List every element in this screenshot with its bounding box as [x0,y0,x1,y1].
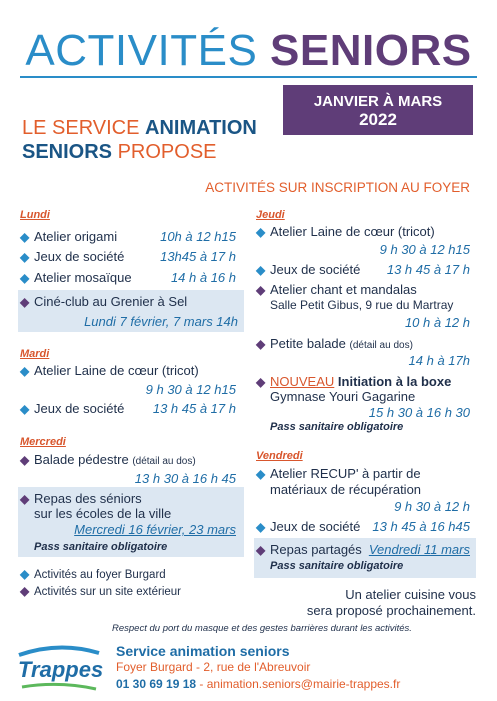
separator: - [196,677,207,691]
list-item [256,519,360,534]
intro-bold2: SENIORS [22,141,113,163]
list-item [256,374,451,389]
pass-note: Pass sanitaire obligatoire [34,541,168,553]
bullet-icon: ◆ [20,584,30,598]
list-item [20,294,187,309]
cuisine-line1: Un atelier cuisine vous [345,587,476,602]
activity-label: Jeux de société [34,401,125,416]
day-vendredi: Vendredi [256,450,303,462]
list-item [256,336,413,351]
activity-time: 10h à 12 h15 [160,229,236,244]
list-item [256,282,417,297]
intro-bold1: ANIMATION [145,117,257,139]
activity-date: Lundi 7 février, 7 mars 14h [84,314,238,329]
legend-foyer [20,567,166,581]
legend-label: Activités au foyer Burgard [34,569,166,581]
list-item [256,466,421,481]
activity-label: Atelier chant et mandalas [270,282,417,297]
activity-time: 13 h 30 à 16 h 45 [134,471,236,486]
email-link[interactable]: animation.seniors@mairie-trappes.fr [206,677,401,691]
activity-label: Atelier origami [34,229,118,244]
activity-label: Jeux de société [270,262,361,277]
bullet-icon: ◆ [256,520,266,534]
activity-date: Vendredi 11 mars [368,542,470,557]
activity-detail: (détail au dos) [132,456,196,467]
activity-label: Atelier Laine de cœur (tricot) [270,224,435,239]
period-badge [283,85,473,135]
activity-time: 15 h 30 à 16 h 30 [368,405,470,420]
list-item [256,262,360,277]
list-item [20,363,199,378]
service-address: Foyer Burgard - 2, rue de l'Abreuvoir [116,660,311,674]
activity-time: 9 h 30 à 12 h [394,499,470,514]
bullet-icon: ◆ [20,295,30,309]
intro-text [22,116,292,164]
legend-label: Activités sur un site extérieur [34,586,182,598]
activity-detail: (détail au dos) [349,340,413,351]
activity-time: 14 h à 17h [408,353,470,368]
title-seniors: SENIORS [270,26,472,75]
activity-label: Jeux de société [34,249,125,264]
activity-label: Balade pédestre [34,452,129,467]
activity-time: 13 h 45 à 17 h [152,401,236,416]
bullet-icon: ◆ [256,467,266,481]
title-activites: ACTIVITÉS [25,26,258,75]
title-rule [20,76,477,78]
respect-note: Respect du port du masque et des gestes barrières durant les activités. [112,623,412,634]
activity-time: 13h45 à 17 h [160,249,236,264]
bullet-icon: ◆ [20,492,30,506]
activity-place: Gymnase Youri Gagarine [270,389,416,404]
activity-time: 10 h à 12 h [404,315,470,330]
page-title [0,27,497,75]
trappes-logo [14,643,104,693]
activity-label-line2: sur les écoles de la ville [34,506,172,521]
bullet-icon: ◆ [20,453,30,467]
pass-note: Pass sanitaire obligatoire [270,560,404,572]
activity-label: Atelier Laine de cœur (tricot) [34,363,199,378]
activity-label: Atelier mosaïque [34,270,132,285]
bullet-icon: ◆ [256,543,266,557]
cuisine-line2: sera proposé prochainement. [306,603,476,618]
list-item [256,542,362,557]
subheading: ACTIVITÉS SUR INSCRIPTION AU FOYER [205,180,470,195]
bullet-icon: ◆ [20,567,30,581]
intro-part1: LE SERVICE [22,117,140,139]
activity-label: Petite balade [270,336,346,351]
activity-time: 13 h 45 à 17 h [386,262,470,277]
activity-time: 14 h à 16 h [170,270,236,285]
list-item [20,229,117,244]
activity-place: Salle Petit Gibus, 9 rue du Martray [270,298,454,312]
activity-date: Mercredi 16 février, 23 mars [74,522,236,537]
day-lundi: Lundi [20,209,50,221]
bullet-icon: ◆ [20,271,30,285]
bullet-icon: ◆ [20,250,30,264]
list-item [20,249,124,264]
period-year: 2022 [359,110,397,129]
list-item [20,270,132,285]
logo-text: Trappes [18,657,104,682]
cuisine-note [250,587,476,619]
bullet-icon: ◆ [256,263,266,277]
intro-part2: PROPOSE [117,141,217,163]
day-mercredi: Mercredi [20,436,66,448]
list-item [20,452,196,467]
day-jeudi: Jeudi [256,209,285,221]
activity-label: Repas des séniors [34,491,142,506]
activity-time: 13 h 45 à 16 h45 [372,519,470,534]
service-name: Service animation seniors [116,643,290,659]
list-item [20,491,142,506]
list-item [256,224,435,239]
activity-label: Repas partagés [270,542,362,557]
bullet-icon: ◆ [20,364,30,378]
activity-time: 9 h 30 à 12 h15 [145,382,236,397]
activity-label: Jeux de société [270,519,361,534]
service-contact [116,677,400,691]
period-months: JANVIER À MARS [313,93,443,110]
activity-label: Atelier RECUP' à partir de [270,466,421,481]
pass-note: Pass sanitaire obligatoire [270,421,404,433]
legend-exterieur [20,584,181,598]
phone-number: 01 30 69 19 18 [116,677,197,691]
day-mardi: Mardi [20,348,50,360]
new-badge: NOUVEAU [270,374,335,389]
bullet-icon: ◆ [20,230,30,244]
activity-label: Initiation à la boxe [337,374,452,389]
bullet-icon: ◆ [20,402,30,416]
bullet-icon: ◆ [256,337,266,351]
bullet-icon: ◆ [256,225,266,239]
activity-time: 9 h 30 à 12 h15 [379,242,470,257]
activity-label: Ciné-club au Grenier à Sel [34,294,188,309]
bullet-icon: ◆ [256,283,266,297]
bullet-icon: ◆ [256,375,266,389]
activity-label-line2: matériaux de récupération [270,482,422,497]
